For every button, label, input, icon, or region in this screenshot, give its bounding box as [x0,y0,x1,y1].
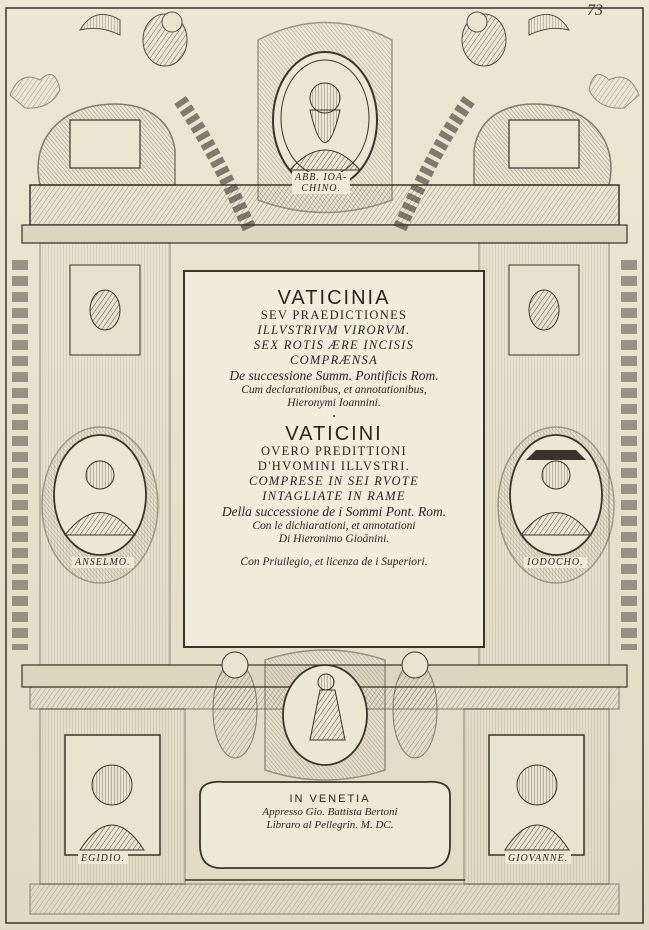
bottom-right-portrait-label: GIOVANNE. [505,853,571,864]
top-medallion-label [292,172,350,194]
privilege-line: Con Priuilegio, et licenza de i Superiori. [240,556,428,568]
imprint-printer: Appresso Gio. Battista Bertoni [262,806,398,818]
divider-dot: • [332,412,336,421]
latin-line-3: ILLVSTRIVM VIRORVM. [257,323,411,337]
latin-line-5: COMPRÆNSA [289,353,379,367]
right-medallion-label: IODOCHO. [524,557,587,568]
bottom-cartouche [213,650,437,780]
folio-number: 73 [587,2,603,19]
latin-line-2: SEV PRAEDICTIONES [260,308,408,322]
italian-line-3: D'HVOMINI ILLVSTRI. [257,459,411,473]
latin-line-8: Hieronymi Ioannini. [287,397,381,409]
top-left-cherub [80,12,187,66]
italian-line-6: Della successione de i Sommi Pont. Rom. [221,504,447,519]
imprint-city: IN VENETIA [289,793,371,805]
top-medallion-label-line1: ABB. IOA- [295,172,348,183]
italian-line-5: INTAGLIATE IN RAME [262,489,406,503]
latin-line-4: SEX ROTIS ÆRE INCISIS [253,338,415,352]
italian-line-2: OVERO PREDITTIONI [260,444,408,458]
top-medallion-label-line2: CHINO. [301,183,341,194]
italian-line-4: COMPRESE IN SEI RVOTE [248,474,420,488]
latin-line-6: De successione Summ. Pontificis Rom. [229,368,439,383]
latin-line-7: Cum declarationibus, et annotationibus, [241,384,427,396]
italian-line-7: Con le dichiarationi, et annotationi [252,520,416,532]
left-medallion-label: ANSELMO. [72,557,134,568]
imprint [225,792,435,832]
italian-title: VATICINI [285,423,383,445]
bottom-left-portrait-label: EGIDIO. [78,853,128,864]
title-panel [183,270,485,648]
latin-title: VATICINIA [277,287,391,309]
italian-line-8: Di Hieronimo Gioānini. [278,533,390,545]
imprint-address-date: Libraro al Pellegrin. M. DC. [266,819,394,831]
top-right-cherub [462,12,569,66]
